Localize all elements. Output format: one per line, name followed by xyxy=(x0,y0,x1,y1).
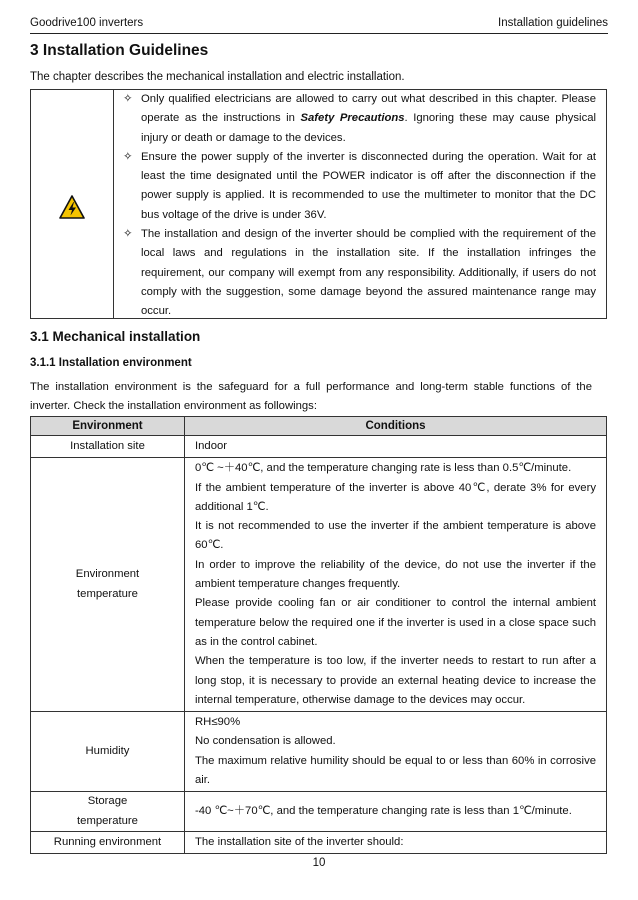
condition-line: Please provide cooling fan or air conditioner to control the internal ambient temperature below the required one if the inverter is used in a close space such as in the control cabinet. xyxy=(195,597,596,648)
environment-cell xyxy=(31,458,185,712)
safety-notice-box xyxy=(30,89,607,319)
table-row xyxy=(31,458,607,712)
condition-line: Indoor xyxy=(195,440,228,452)
condition-line: RH≤90% xyxy=(195,716,241,729)
conditions-cell xyxy=(185,458,607,712)
safety-bullet xyxy=(123,148,596,225)
table-row xyxy=(31,712,607,792)
table-row xyxy=(31,792,607,832)
safety-bullet-text-end: . Ignoring these may cause physical injury or death or damage to the devices. xyxy=(141,112,597,144)
column-header-environment: Environment xyxy=(31,417,185,436)
condition-line: It is not recommended to use the inverter if the ambient temperature is above 60℃. xyxy=(195,520,596,552)
electric-hazard-warning-icon xyxy=(59,195,85,219)
chapter-intro: The chapter describes the mechanical installation and electric installation. xyxy=(30,71,405,83)
table-row xyxy=(31,831,607,853)
section-heading: 3.1 Mechanical installation xyxy=(30,329,201,344)
header-chapter: Installation guidelines xyxy=(498,17,608,29)
condition-line: In order to improve the reliability of the device, do not use the inverter if the ambient temperature changes frequently. xyxy=(195,558,596,591)
condition-line: The maximum relative humility should be equal to or less than 60% in corrosive air. xyxy=(195,754,596,787)
safety-bullet-text: Ensure the power supply of the inverter is disconnected during the operation. Wait for at least the time designated until the POWER indicator is off after the disconnection if the power supply is applied. It is recommended to use the multimeter to monitor that the DC bus voltage of the drive is under 36V. xyxy=(141,150,596,221)
safety-bullet xyxy=(123,225,596,321)
environment-cell: Humidity xyxy=(31,712,185,792)
page-number: 10 xyxy=(312,857,326,869)
environment-label: Environment temperature xyxy=(75,568,140,600)
conditions-cell xyxy=(185,712,607,792)
condition-line: 0℃ ~＋40℃, and the temperature changing rate is less than 0.5℃/minute. xyxy=(195,462,572,475)
environment-intro: The installation environment is the safeguard for a full performance and long-term stable functions of the inverter. Check the installation environment as followings: xyxy=(30,381,592,413)
safety-precautions-reference: Safety Precautions xyxy=(300,112,405,125)
subsection-heading: 3.1.1 Installation environment xyxy=(30,357,192,369)
environment-table xyxy=(30,416,607,854)
environment-label: Storage temperature xyxy=(77,795,138,827)
conditions-cell xyxy=(185,436,607,458)
conditions-cell xyxy=(185,831,607,853)
safety-icon-cell xyxy=(31,90,114,318)
condition-line: The installation site of the inverter should: xyxy=(195,835,404,848)
safety-bullet xyxy=(123,90,596,148)
condition-line: -40 ℃~＋70℃, and the temperature changing rate is less than 1℃/minute. xyxy=(195,804,572,817)
header-product: Goodrive100 inverters xyxy=(30,17,144,29)
bullet-mark: ✧ xyxy=(123,150,133,163)
column-header-conditions: Conditions xyxy=(185,417,607,436)
environment-cell: Running environment xyxy=(31,831,185,853)
bullet-mark: ✧ xyxy=(123,228,133,241)
condition-line: If the ambient temperature of the inverter is above 40℃, derate 3% for every additional 1℃. xyxy=(195,481,596,513)
condition-line: When the temperature is too low, if the inverter needs to restart to run after a long stop, it is necessary to provide an external heating device to increase the internal temperature, otherwise damage to the devices may occur. xyxy=(195,655,596,706)
environment-cell xyxy=(31,792,185,832)
safety-bullet-text: The installation and design of the inverter should be complied with the requirement of the local laws and regulations in the installation site. If the installation infringes the requirement, our company will exempt from any responsibility. Additionally, if users do not comply with the suggestion, some damage beyond the assured maintenance range may occur. xyxy=(141,228,596,318)
safety-bullets xyxy=(123,90,596,322)
conditions-cell xyxy=(185,792,607,832)
condition-line: No condensation is allowed. xyxy=(195,735,336,748)
bullet-mark: ✧ xyxy=(123,93,133,105)
safety-bullet-text: Only qualified electricians are allowed to carry out what described in this chapter. Please operate as the instructions in xyxy=(141,93,596,125)
environment-cell: Installation site xyxy=(31,436,185,458)
table-row xyxy=(31,436,607,458)
chapter-title: 3 Installation Guidelines xyxy=(30,42,209,59)
table-header-row xyxy=(31,417,607,436)
page-header xyxy=(30,17,608,34)
